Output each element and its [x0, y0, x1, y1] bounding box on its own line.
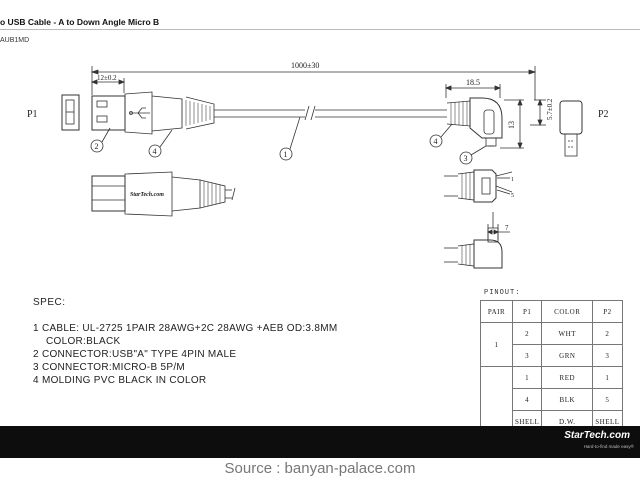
brand-tagline: Hard-to-find made easy®: [583, 444, 634, 449]
document-title: o USB Cable - A to Down Angle Micro B: [0, 17, 160, 27]
header-pair: PAIR: [481, 301, 513, 323]
header-p2: P2: [593, 301, 622, 323]
p1-label: P1: [27, 109, 38, 120]
part-number: AUB1MD: [0, 37, 30, 44]
p2-cell: 1: [593, 367, 622, 389]
p2-cell: SHELL: [593, 411, 622, 433]
brand-logo: StarTech.com: [564, 430, 630, 441]
header-p1: P1: [513, 301, 542, 323]
spec-item-molding: 4 MOLDING PVC BLACK IN COLOR: [33, 375, 207, 386]
p1-cell: 2: [513, 323, 542, 345]
length-dimension: 1000±30: [291, 61, 320, 70]
overmold-length-dimension: 18.5: [466, 78, 480, 87]
table-row: [481, 367, 623, 389]
pinout-table: [480, 300, 623, 433]
spec-item-cable: 1 CABLE: UL-2725 1PAIR 28AWG+2C 28AWG +AEB OD:3.8MM: [33, 323, 338, 334]
p2-cell: 3: [593, 345, 622, 367]
spec-heading: SPEC:: [33, 297, 66, 308]
micro-depth-dimension: 5.7±0.2: [546, 98, 554, 120]
color-cell: WHT: [542, 323, 593, 345]
side-width-dimension: 7: [505, 224, 509, 232]
p2-cell: 5: [593, 389, 622, 411]
pair-cell: [481, 367, 513, 433]
spec-item-usb-a: 2 CONNECTOR:USB"A" TYPE 4PIN MALE: [33, 349, 237, 360]
micro-height-dimension: 13: [507, 121, 516, 129]
p2-label: P2: [598, 109, 609, 120]
color-cell: BLK: [542, 389, 593, 411]
header-color: COLOR: [542, 301, 593, 323]
callout-1: 1: [283, 150, 288, 159]
cable-brand-print: StarTech.com: [130, 192, 164, 198]
spec-item-color: COLOR:BLACK: [46, 336, 121, 347]
side-callout-5: 5: [511, 193, 514, 199]
usb-a-width-dimension: 12±0.2: [97, 74, 117, 82]
p1-cell: 1: [513, 367, 542, 389]
p1-cell: SHELL: [513, 411, 542, 433]
callout-4-right: 4: [433, 137, 438, 146]
pair-cell: 1: [481, 323, 513, 367]
color-cell: RED: [542, 367, 593, 389]
callout-3: 3: [463, 154, 468, 163]
cable-drawing: [0, 44, 640, 280]
spec-section: [33, 296, 338, 387]
p1-cell: 4: [513, 389, 542, 411]
side-callout-1: 1: [511, 177, 514, 183]
spec-item-micro-b: 3 CONNECTOR:MICRO-B 5P/M: [33, 362, 186, 373]
pinout-section: [480, 289, 623, 433]
color-cell: GRN: [542, 345, 593, 367]
callout-2: 2: [94, 142, 99, 151]
color-cell: D.W.: [542, 411, 593, 433]
source-caption: Source : banyan-palace.com: [224, 460, 416, 477]
table-row: [481, 323, 623, 345]
footer-bar: [0, 426, 640, 458]
p1-cell: 3: [513, 345, 542, 367]
p2-cell: 2: [593, 323, 622, 345]
callout-4-left: 4: [152, 147, 157, 156]
table-header-row: [481, 301, 623, 323]
pinout-title: PINOUT:: [484, 289, 521, 297]
